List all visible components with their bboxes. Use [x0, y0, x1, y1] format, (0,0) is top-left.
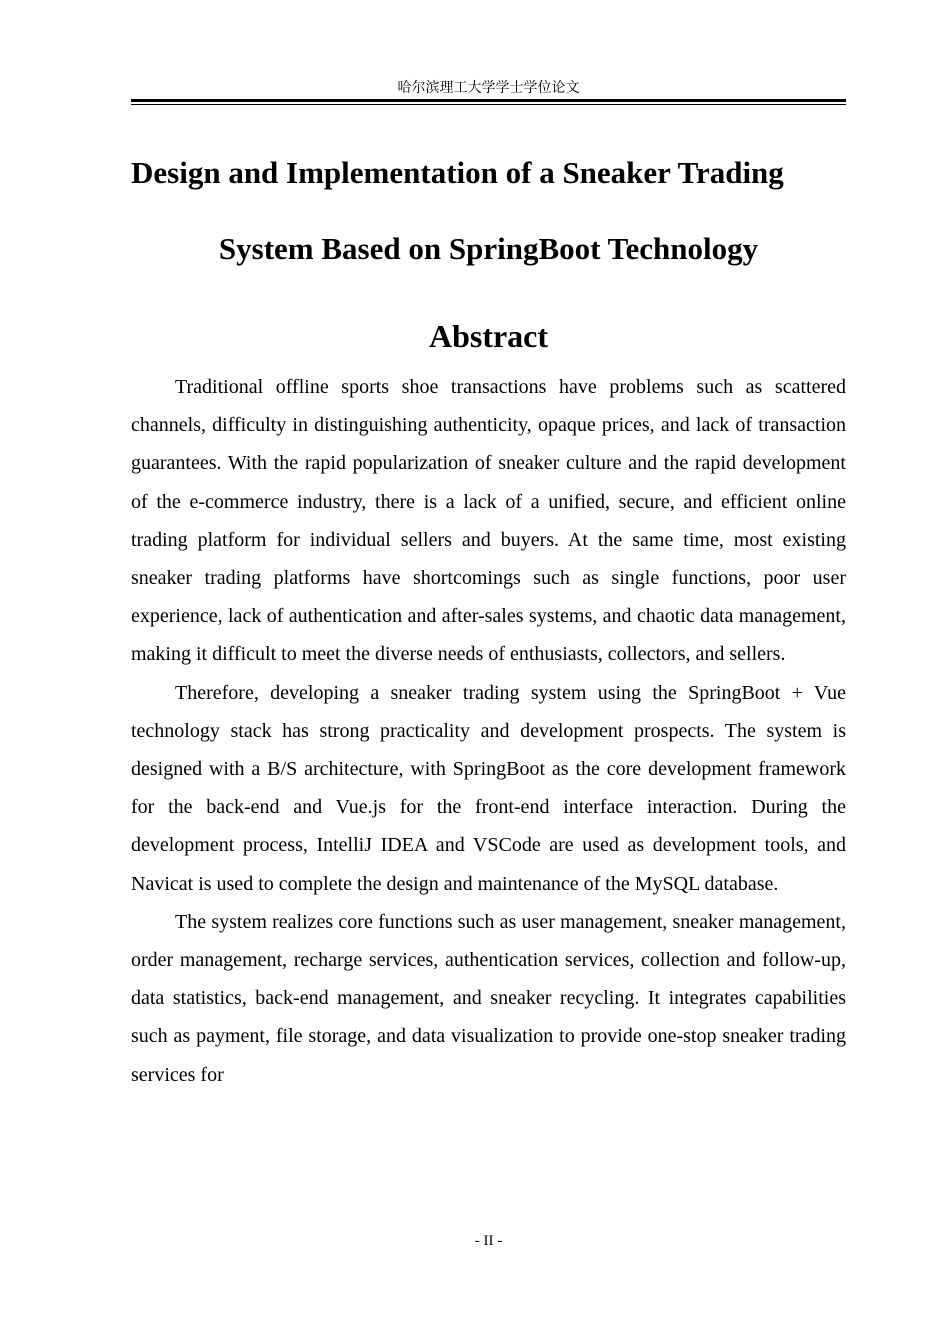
abstract-body — [131, 368, 846, 1094]
abstract-paragraph-3: The system realizes core functions such as user management, sneaker management, order management, recharge services, authentication services, collection and follow-up, data statistics, back-end management, and sneaker recycling. It integrates capabilities such as payment, file storage, and data visualization to provide one-stop sneaker trading services for — [131, 910, 846, 1086]
thesis-title-line-2: System Based on SpringBoot Technology — [218, 231, 759, 266]
abstract-paragraph-1: Traditional offline sports shoe transactions have problems such as scattered channels, difficulty in distinguishing authenticity, opaque prices, and lack of transaction guarantees. With the rapid popularization of sneaker culture and the rapid development of the e-commerce industry, there is a lack of a unified, secure, and efficient online trading platform for individual sellers and buyers. At the same time, most existing sneaker trading platforms have shortcomings such as single functions, poor user experience, lack of authentication and after-sales systems, and chaotic data management, making it difficult to meet the diverse needs of enthusiasts, collectors, and sellers. — [131, 376, 846, 666]
abstract-heading: Abstract — [428, 318, 549, 354]
thesis-title-line-1: Design and Implementation of a Sneaker Trading — [131, 155, 784, 190]
page-number: - II - — [474, 1233, 503, 1249]
running-header: 哈尔滨理工大学学士学位论文 — [397, 80, 580, 96]
abstract-paragraph-2: Therefore, developing a sneaker trading system using the SpringBoot + Vue technology stack has strong practicality and development prospects. The system is designed with a B/S architecture, with SpringBoot as the core development framework for the back-end and Vue.js for the front-end interface interaction. During the development process, IntelliJ IDEA and VSCode are used as development tools, and Navicat is used to complete the design and maintenance of the MySQL database. — [131, 681, 846, 895]
header-rule-thick — [131, 99, 846, 102]
header-rule-thin — [131, 104, 846, 105]
